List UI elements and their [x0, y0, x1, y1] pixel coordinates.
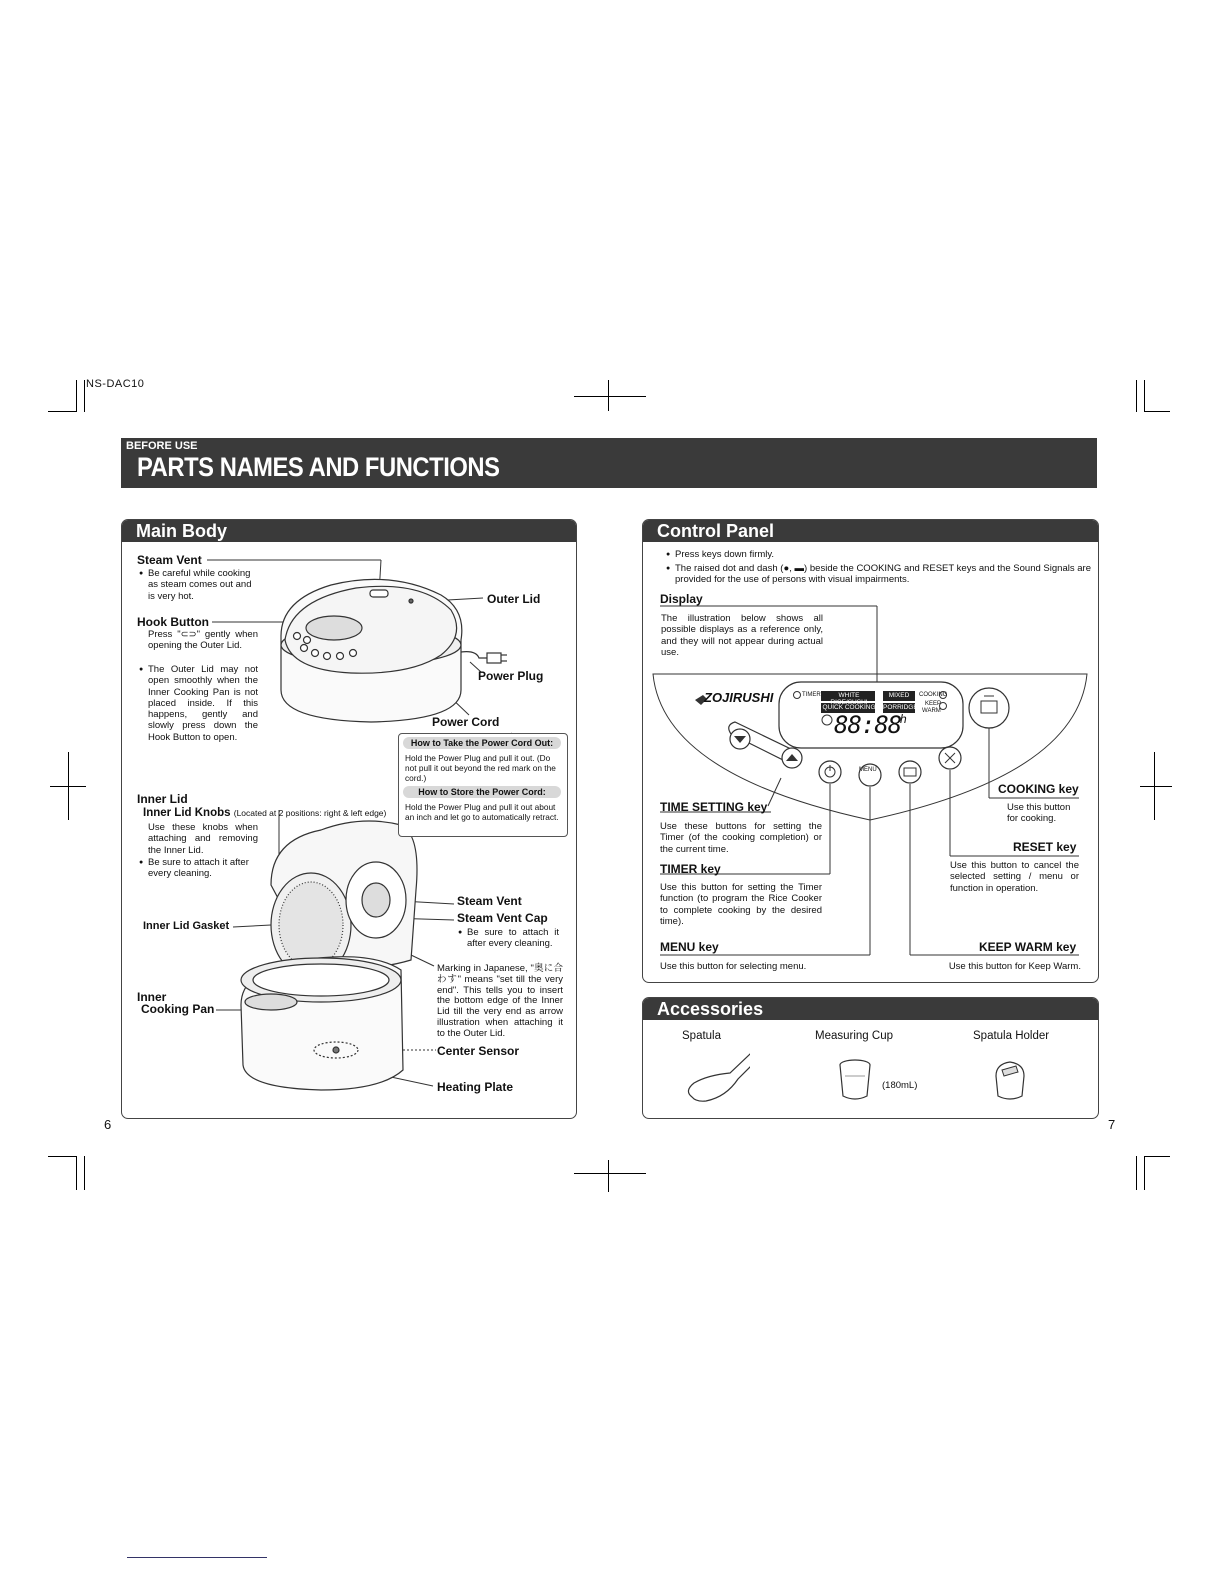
reset-key-label: RESET key [1013, 840, 1077, 854]
control-panel-header [643, 520, 1098, 542]
cord-store-heading: How to Store the Power Cord: [403, 786, 561, 798]
control-bullet-1: ● Press keys down firmly. [675, 549, 1085, 560]
crop-mark [574, 396, 646, 397]
inner-lid-gasket-label: Inner Lid Gasket [143, 920, 230, 932]
cord-out-heading: How to Take the Power Cord Out: [403, 737, 561, 749]
page-number-right: 7 [1108, 1117, 1116, 1132]
crop-mark [1144, 1156, 1170, 1157]
display-quick-cooking: QUICK COOKING [822, 704, 876, 711]
crop-mark [1136, 1156, 1137, 1190]
inner-cooking-pan-label-1: Inner [137, 990, 167, 1004]
main-body-header [122, 520, 576, 542]
inner-cooking-pan-label-2: Cooking Pan [141, 1002, 215, 1016]
display-digits: 88:88 [834, 711, 902, 739]
steam-vent-cap-label: Steam Vent Cap [457, 911, 548, 925]
display-porridge: PORRIDGE [883, 704, 918, 711]
accessory-measuring-cup-label: Measuring Cup [815, 1030, 893, 1042]
accessory-spatula-holder-label: Spatula Holder [973, 1030, 1050, 1042]
keep-warm-key-desc: Use this button for Keep Warm. [948, 961, 1081, 972]
accessories-title: Accessories [657, 999, 764, 1019]
steam-vent-note: ● Be careful while cooking as steam comes out and is very hot. [148, 568, 260, 602]
crop-mark [574, 1173, 646, 1174]
hook-button-desc: Press "⊂⊃" gently when opening the Outer Lid. [148, 629, 258, 652]
display-keep-indicator: KEEP [925, 701, 942, 707]
control-panel-title: Control Panel [657, 521, 775, 541]
menu-key-desc: Use this button for selecting menu. [660, 961, 807, 972]
center-sensor-label: Center Sensor [437, 1044, 520, 1058]
cooking-key-label: COOKING key [998, 782, 1079, 796]
crop-mark [76, 1156, 77, 1190]
timer-key-desc: Use this button for setting the Timer function (to program the Rice Cooker to complete cooking by the desired time). [660, 882, 822, 927]
inner-lid-knobs-label: Inner Lid Knobs [143, 807, 231, 819]
spatula-icon [680, 1045, 750, 1105]
hook-button-label: Hook Button [137, 615, 209, 629]
accessory-spatula-label: Spatula [682, 1030, 722, 1042]
measuring-cup-icon [835, 1058, 875, 1104]
timer-key-label: TIMER key [660, 862, 721, 876]
display-timer-indicator: TIMER [802, 692, 821, 698]
display-warm-indicator: WARM [922, 708, 941, 714]
cord-out-text: Hold the Power Plug and pull it out. (Do not pull it out beyond the red mark on the cord.) [405, 753, 556, 783]
power-cord-info-box [398, 733, 568, 837]
keep-warm-key-label: KEEP WARM key [979, 940, 1077, 954]
hook-button-note: ● The Outer Lid may not open smoothly when the Inner Cooking Pan is not placed inside. If this happens, gently and slowly press down the Hook Button to open. [148, 664, 258, 743]
crop-mark [1144, 1156, 1145, 1190]
inner-lid-knobs-suffix: (Located at 2 positions: right & left edge) [233, 808, 387, 818]
header-banner [121, 438, 1097, 488]
japanese-marking-note: Marking in Japanese, "奥に合わす" means "set till the very end". This tells you to insert the bottom edge of the Inner Lid till the very end as arrow illustration when attaching it to the Outer Lid. [437, 963, 563, 1039]
reset-key-desc: Use this button to cancel the selected setting / menu or function in operation. [950, 860, 1079, 894]
inner-lid-knobs-heading [143, 807, 386, 819]
crop-mark [1136, 380, 1137, 412]
power-plug-label: Power Plug [478, 669, 544, 683]
main-body-title: Main Body [136, 521, 228, 541]
display-label: Display [660, 592, 703, 606]
display-white-rice: WHITE RICE/SUSHI [830, 692, 868, 706]
measuring-cup-capacity: (180mL) [882, 1080, 918, 1091]
menu-key-label: MENU key [660, 940, 719, 954]
inner-lid-knobs-note: ● Be sure to attach it after every cleaning. [148, 857, 260, 880]
brand-logo: ZOJIRUSHI [704, 690, 774, 705]
cord-store-text: Hold the Power Plug and pull it out about an inch and let go to automatically retract. [405, 802, 559, 822]
steam-vent-label: Steam Vent [137, 553, 202, 567]
page-number-left: 6 [104, 1117, 112, 1132]
power-cord-label: Power Cord [432, 715, 500, 729]
time-setting-key-desc: Use these buttons for setting the Timer (of the cooking completion) or the current time. [660, 821, 822, 855]
outer-lid-label: Outer Lid [487, 592, 541, 606]
crop-mark [608, 1160, 609, 1192]
menu-key-glyph[interactable]: MENU [859, 767, 877, 773]
heating-plate-label: Heating Plate [437, 1080, 514, 1094]
page-title: PARTS NAMES AND FUNCTIONS [137, 452, 500, 482]
crop-mark [84, 380, 85, 412]
steam-vent-2-label: Steam Vent [457, 894, 522, 908]
accessories-header [643, 998, 1098, 1020]
display-cooking-indicator: COOKING [919, 692, 948, 698]
steam-vent-cap-note: ● Be sure to attach it after every cleaning. [467, 927, 559, 950]
inner-lid-knobs-desc: Use these knobs when attaching and removing the Inner Lid. [148, 822, 258, 856]
crop-mark [48, 1156, 77, 1157]
crop-mark [48, 411, 77, 412]
spatula-holder-icon [992, 1058, 1028, 1102]
crop-mark [1144, 380, 1145, 412]
control-bullet-2: ● The raised dot and dash (●, ▬) beside the COOKING and RESET keys and the Sound Signals are provided for the use of persons with visual impairments. [675, 563, 1091, 586]
section-label: BEFORE USE [126, 440, 198, 452]
crop-mark [76, 380, 77, 412]
crop-mark [1140, 786, 1172, 787]
crop-mark [84, 1156, 85, 1190]
model-number: NS-DAC10 [86, 378, 145, 390]
crop-mark [50, 786, 86, 787]
display-desc: The illustration below shows all possible displays as a reference only, and they will not appear during actual use. [661, 613, 823, 658]
cooking-key-desc: Use this button for cooking. [1007, 802, 1071, 825]
time-setting-key-label: TIME SETTING key [660, 800, 768, 814]
crop-mark [1144, 411, 1170, 412]
inner-lid-label: Inner Lid [137, 792, 188, 806]
display-hour-unit: h [900, 712, 907, 726]
display-mixed: MIXED [888, 692, 910, 699]
footer-rule [127, 1557, 267, 1558]
